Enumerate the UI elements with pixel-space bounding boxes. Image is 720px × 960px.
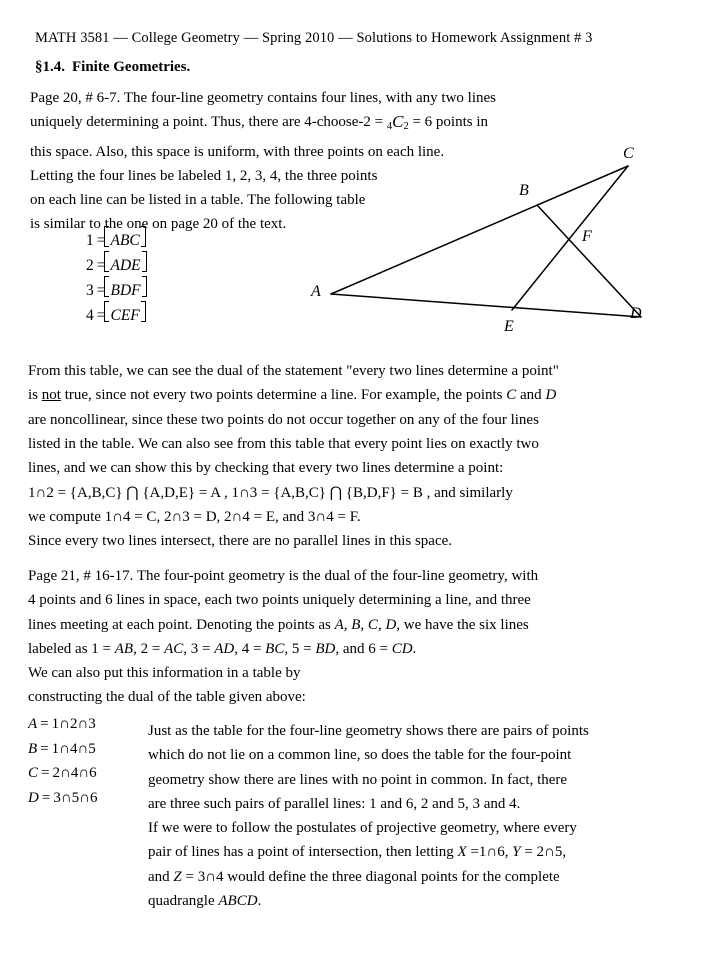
table-row xyxy=(86,303,142,328)
p1-line4: Letting the four lines be labeled 1, 2, 3, 4, the three points xyxy=(30,167,378,184)
table-row xyxy=(86,278,142,303)
dual-expression: 3∩5∩6 xyxy=(53,789,98,806)
six-line-label-4: BC xyxy=(265,640,285,657)
p1-line2-b: = 6 points in xyxy=(408,114,488,131)
p4-line4-f: , and 6 = xyxy=(335,640,392,657)
p6-line1: Just as the table for the four-line geometry shows there are pairs of points xyxy=(148,723,589,739)
six-line-label-3: AD xyxy=(214,640,235,657)
p7-line3-a: and xyxy=(148,868,174,885)
p1-line5: on each line can be listed in a table. The following table xyxy=(30,192,366,209)
p2-line2-b: true, since not every two points determine a line. For example, the points xyxy=(60,387,507,404)
paragraph-page21-intro xyxy=(28,564,688,661)
p4-line3 xyxy=(28,613,688,637)
p6-line2: which do not lie on a common line, so does the table for the four-point xyxy=(148,747,572,764)
six-line-label-2: AC xyxy=(164,640,184,657)
p7-line3-b: = 3∩4 would define the three diagonal points for the complete xyxy=(181,868,560,885)
p3-line1: Since every two lines intersect, there are no parallel lines in this space. xyxy=(28,533,453,549)
dual-point: D xyxy=(28,789,39,806)
point-label-B: B xyxy=(519,182,529,199)
p1-line6: is similar to the one on page 20 of the text. xyxy=(30,216,287,233)
point-label-E: E xyxy=(504,318,514,335)
dual-point: C xyxy=(28,765,39,781)
diagonal-point-x: X xyxy=(457,844,467,861)
line-points: BDF xyxy=(109,278,142,303)
p7-line4-b: . xyxy=(257,892,262,909)
p7-line4-a: quadrangle xyxy=(148,892,219,909)
line-points: ABC xyxy=(109,228,141,253)
paragraph-no-parallel-lines xyxy=(28,529,688,553)
equals-sign: = xyxy=(96,282,106,299)
four-line-table xyxy=(86,228,142,328)
intersection-computations xyxy=(28,481,688,530)
table-row xyxy=(28,786,97,811)
p5-line2: constructing the dual of the table given above: xyxy=(28,689,306,706)
point-label-C: C xyxy=(623,145,634,162)
point-label-F: F xyxy=(582,228,592,245)
p4-line4-a: labeled as 1 = xyxy=(28,640,115,657)
p7-line2-c: = 2∩5, xyxy=(520,844,567,861)
paragraph-projective-diagonals xyxy=(148,816,690,913)
table-row xyxy=(28,712,97,737)
point-names-list: A, B, C, D, xyxy=(334,616,401,633)
four-point-dual-table xyxy=(28,712,97,810)
p1-line2 xyxy=(30,110,630,139)
p4-line4-e: , 5 = xyxy=(284,640,316,657)
p4-line4-g: . xyxy=(412,640,417,657)
p2-line2 xyxy=(28,383,688,407)
combination-c: C xyxy=(392,112,404,132)
p4-line4 xyxy=(28,637,688,661)
p6-line3: geometry show there are lines with no point in common. In fact, there xyxy=(148,771,568,788)
math-row: 1∩2 = {A,B,C} ⋂ {A,D,E} = A , 1∩3 = {A,B,C} ⋂ {B,D,F} = B , and similarly xyxy=(28,485,513,501)
six-line-label-5: BD xyxy=(315,640,336,657)
equals-sign: = xyxy=(40,716,49,732)
p4-line4-d: , 4 = xyxy=(234,640,266,657)
p7-line3 xyxy=(148,865,690,889)
p5-line1: We can also put this information in a table by xyxy=(28,665,301,681)
equals-sign: = xyxy=(40,740,49,757)
line-number: 1 xyxy=(86,232,94,249)
p4-line4-b: , 2 = xyxy=(133,640,165,657)
equals-sign: = xyxy=(96,307,106,324)
table-row xyxy=(28,737,97,762)
dual-expression: 2∩4∩6 xyxy=(52,765,97,781)
six-line-label-6: CD xyxy=(391,640,413,657)
p1-line1: Page 20, # 6-7. The four-line geometry contains four lines, with any two lines xyxy=(30,90,496,106)
diagonal-point-z: Z xyxy=(173,868,182,885)
p7-line4 xyxy=(148,889,690,913)
math-row: we compute 1∩4 = C, 2∩3 = D, 2∩4 = E, and 3∩4 = F. xyxy=(28,509,361,526)
line-3-BDF xyxy=(537,205,641,317)
point-label-A: A xyxy=(311,283,321,300)
dual-point: B xyxy=(28,740,38,757)
dual-expression: 1∩2∩3 xyxy=(51,716,96,732)
section-number: §1.4. xyxy=(35,59,65,75)
p1-line2-a: uniquely determining a point. Thus, there are 4-choose-2 = xyxy=(30,114,387,131)
p6-line4: are three such pairs of parallel lines: 1 and 6, 2 and 5, 3 and 4. xyxy=(148,795,521,812)
p1-line3: this space. Also, this space is uniform, with three points on each line. xyxy=(30,143,445,160)
equals-sign: = xyxy=(96,232,106,249)
p4-line2: 4 points and 6 lines in space, each two points uniquely determining a line, and three xyxy=(28,592,531,609)
table-row xyxy=(86,253,142,278)
line-2-ADE xyxy=(331,294,641,317)
quadrangle-label: ABCD xyxy=(218,892,258,909)
diagonal-point-y: Y xyxy=(512,844,521,861)
combination-post-subscript: 2 xyxy=(403,121,409,133)
emphasis-not: not xyxy=(41,387,61,404)
section-heading xyxy=(35,59,190,76)
document-header: MATH 3581 — College Geometry — Spring 2010 — Solutions to Homework Assignment # 3 xyxy=(35,30,593,46)
p2-line5: lines, and we can show this by checking that every two lines determine a point: xyxy=(28,460,504,477)
line-number: 4 xyxy=(86,307,94,324)
point-d-inline: D xyxy=(545,387,557,404)
point-c-inline: C xyxy=(506,387,517,404)
p2-line2-d: and xyxy=(516,387,546,404)
p4-line1: Page 21, # 16-17. The four-point geometry is the dual of the four-line geometry, with xyxy=(28,568,539,584)
line-number: 3 xyxy=(86,282,94,299)
equals-sign: = xyxy=(41,789,51,806)
line-points: ADE xyxy=(109,253,142,278)
p2-line3: are noncollinear, since these two points do not occur together on any of the four lines xyxy=(28,411,539,428)
p7-line2 xyxy=(148,840,690,864)
section-title: Finite Geometries. xyxy=(72,59,191,75)
p7-line1: If we were to follow the postulates of projective geometry, where every xyxy=(148,820,577,836)
paragraph-dual-discussion xyxy=(28,359,688,480)
p7-line2-a: pair of lines has a point of intersection, then letting xyxy=(148,844,458,861)
line-number: 2 xyxy=(86,257,94,274)
dual-expression: 1∩4∩5 xyxy=(51,740,96,757)
paragraph-dual-table-intro xyxy=(28,661,428,710)
table-row xyxy=(28,761,97,786)
p7-line2-b: =1∩6, xyxy=(466,844,513,861)
point-label-D: D xyxy=(630,305,642,322)
p4-line4-c: , 3 = xyxy=(183,640,215,657)
dual-point: A xyxy=(28,716,38,732)
four-line-geometry-diagram xyxy=(290,140,690,355)
p2-line1: From this table, we can see the dual of the statement "every two lines determine a point" xyxy=(28,363,559,379)
equals-sign: = xyxy=(41,765,50,781)
combination-pre-subscript: 4 xyxy=(386,121,393,133)
p4-line3-a: lines meeting at each point. Denoting the points as xyxy=(28,616,335,633)
line-points: CEF xyxy=(109,303,141,328)
table-row xyxy=(86,228,142,253)
paragraph-parallel-pairs xyxy=(148,719,690,816)
p2-line4: listed in the table. We can also see from this table that every point lies on exactly two xyxy=(28,435,539,452)
p4-line3-b: we have the six lines xyxy=(400,616,529,633)
p2-line2-a: is xyxy=(28,387,42,404)
line-4-CEF xyxy=(512,166,628,310)
six-line-label-1: AB xyxy=(114,640,134,657)
equals-sign: = xyxy=(96,257,106,274)
